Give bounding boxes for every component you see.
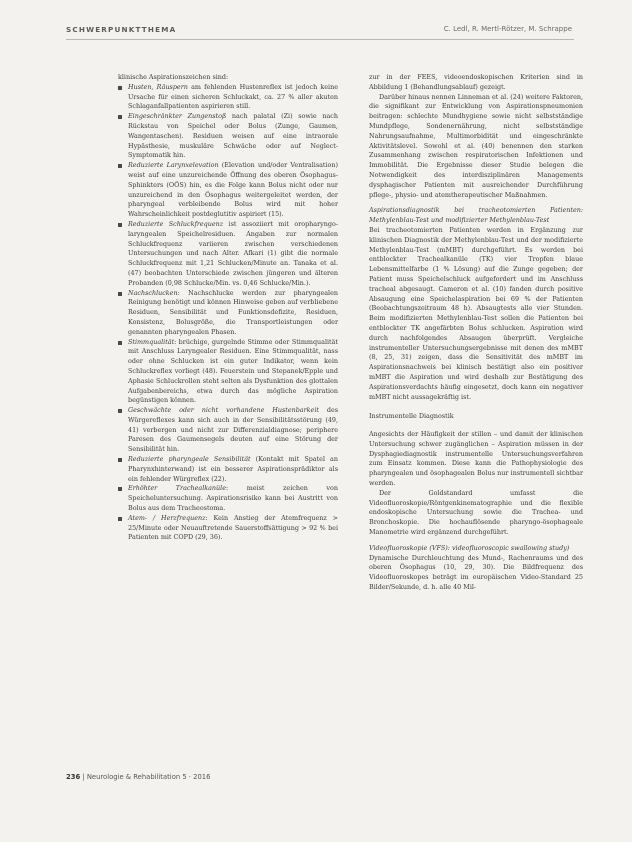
list-item xyxy=(118,161,338,220)
bullet-icon xyxy=(118,164,122,168)
list-item xyxy=(118,83,338,112)
section-heading: Aspirationsdiagnostik bei tracheotomierten Patienten: Methylenblau-Test und modifizierter Methylenblau-Test xyxy=(369,206,583,225)
aspiration-signs-list xyxy=(118,83,338,543)
bullet-lead: Erhöhter Trachealkanüle xyxy=(128,484,226,493)
bullet-icon xyxy=(118,409,122,413)
bullet-icon xyxy=(118,458,122,462)
bullet-icon xyxy=(118,292,122,296)
bullet-text: : Kein Anstieg der Atemfrequenz > 25/Minute oder Neuauftretende Sauerstoffsättigung > 92 % bei Patienten mit COPD (29, 36). xyxy=(128,513,338,542)
bullet-icon xyxy=(118,223,122,227)
section-heading: Instrumentelle Diagnostik xyxy=(369,412,454,421)
bullet-icon xyxy=(118,487,122,491)
running-authors: C. Ledl, R. Mertl-Rötzer, M. Schrappe xyxy=(443,25,572,33)
bullet-text: (Elevation und/oder Ventralisation) weist auf eine unzureichende Öffnung des oberen Ösophagus-Sphinkters (OÖS) hin, es die Folge kann Bolus nicht oder nur unzureichend in den Ösophagus weitergeleitet werden, der pharyngeal verbleibende Bolus wird mit hoher Wahrscheinlichkeit postdeglutitiv aspiriert (15). xyxy=(128,161,338,219)
paragraph: zur in der FEES, videoendoskopischen Kriterien sind in Abbildung 1 (Behandlungsablauf) gezeigt. xyxy=(369,73,583,91)
paragraph: Dynamische Durchleuchtung des Mund-, Rachenraums und des oberen Ösophagus (10, 29, 30). Die Bildfrequenz des Videofluoroskopes beträgt im europäischen Video-Standard 25 Bilder/Sekunde, d. h. alle 40 Mil- xyxy=(369,553,583,592)
header-rule xyxy=(66,39,574,40)
paragraph: Angesichts der Häufigkeit der stillen – und damit der klinischen Untersuchung schwer zugänglichen – Aspiration müssen in der Dysphagiediagnostik instrumentelle Untersuchungsverfahren zum Einsatz kommen. Diese kann die Pathophysiologie des pharyngealen und ösophagealen Bolus nur instrumentell sichtbar werden. xyxy=(369,430,583,488)
footer-separator: | xyxy=(82,773,87,781)
bullet-lead: Geschwächte oder nicht vorhandene Hustenbarkeit xyxy=(128,406,319,415)
paragraph: Der Goldstandard umfasst die Videofluoroskopie/Röntgenkinematographie und die flexible endoskopische Untersuchung sowie die Trachea- und Bronchoskopie. Die hochauflösende pharyngo-ösophageale Manometrie wird ergänzend durchgeführt. xyxy=(369,488,583,537)
bullet-lead: Stimmqualität xyxy=(128,337,175,346)
list-item xyxy=(118,338,338,407)
list-item xyxy=(118,514,338,543)
journal-name: Neurologie & Rehabilitation 5 · 2016 xyxy=(86,773,211,781)
bullet-lead: Nachschlucken xyxy=(128,288,178,297)
list-item xyxy=(118,289,338,338)
page-footer xyxy=(66,773,210,781)
bullet-icon xyxy=(118,341,122,345)
list-item xyxy=(118,220,338,289)
right-column xyxy=(369,73,583,593)
bullet-lead: Reduzierte Schluckfrequenz xyxy=(128,219,224,228)
list-item xyxy=(118,455,338,484)
bullet-icon xyxy=(118,115,122,119)
list-item xyxy=(118,112,338,161)
section-heading: Videofluoroskopie (VFS): videofluoroscopic swallowing study) xyxy=(369,543,570,552)
bullet-text: : Nachschlucke werden zur pharyngealen Reinigung benötigt und können Hinweise geben auf verbliebene Residuen, Sensibilität und Funktionsdefizite, Residuen, Konsistenz, Bolusgröße, die Transportleistungen oder genannten pharyngealen Phasen. xyxy=(128,288,338,336)
bullet-lead: Husten, Räuspern xyxy=(128,82,188,91)
bullet-lead: Atem- / Herzfrequenz xyxy=(128,513,206,522)
bullet-text: des Würgereflexes kann sich auch in der Sensibilitätsstörung (49, 41) verbergen und nicht zur Differenzialdiagnose; periphere Paresen des Gaumensegels deuten auf eine Störung der Sensibilität hin. xyxy=(128,406,338,454)
intro-text: klinische Aspirationszeichen sind: xyxy=(118,73,229,81)
page-number: 236 xyxy=(66,773,81,781)
bullet-text: : brüchige, gurgelnde Stimme oder Stimmqualität mit Anschluss Laryngealer Residuen. Eine Stimmqualität, nass oder ohne Schlucken ist ein guter Indikator, wenn kein Schluckreflex vorliegt (48). Feuerstein und Stepanek/Epple und Aphasie Schluckrollen steht selten als Dysfunktion des glottalen Aufgabenbereichs, etwa durch das mögliche Aspiration begünstigen können. xyxy=(128,337,338,405)
bullet-lead: Reduzierte pharyngeale Sensibilität xyxy=(128,455,251,464)
paragraph: Bei tracheotomierten Patienten werden in Ergänzung zur klinischen Diagnostik der Methylenblau-Test und der modifizierte Methylenblau-Test (mMBT) durchgeführt. Es werden bei entblockter Trachealkanüle (TK) vier Tropfen blaue Lebensmittelfarbe (1 % Lösung) auf die Zunge gegeben; der Patient muss Speichelschluck aufgefordert und im Anschluss tracheal abgesaugt. Cameron et al. (10) fanden durch positive Absaugung eine Speichelaspiration bei 69 % der Patienten (Beobachtungszeitraum 48 h). Absaugtests alle vier Stunden. Beim modifizierten Methylenblau-Test sollen die Patienten bei entblockter TK angefärbten Bolus schlucken. Aspiration wird durch nachfolgendes Absaugen überprüft. Vergleiche instrumenteller Untersuchungsergebnisse mit denen des mMBT (8, 25, 31) zeigen, dass die Sensitivität des mMBT im Aspirationsnachweis bei klinisch bestätigt also ein positiver mMBT die Aspiration und wird deshalb zur Bestätigung des Aspirationsverdachts häufig eingesetzt, doch kann ein negativer mMBT nicht aussagekräftig ist. xyxy=(369,225,583,401)
list-item xyxy=(118,484,338,513)
bullet-icon xyxy=(118,86,122,90)
bullet-icon xyxy=(118,517,122,521)
bullet-text: : meist zeichen von Speicheluntersuchung. Aspirationsrisiko kann bei Austritt von Bolus aus dem Tracheostoma. xyxy=(128,484,339,513)
list-item xyxy=(118,406,338,455)
paragraph: Darüber hinaus nennen Linneman et al. (24) weitere Faktoren, die signifikant zur Entwicklung von Aspirationspneumonien beitragen: schlechte Mundhygiene sowie nicht selbstständige Mundpflege, Sondenernährung, nicht selbstständige Nahrungsaufnahme, Multimorbidität und eingeschränkte Aktivitätslevel. Sowohl et al. (40) benennen den starken Zusammenhang zwischen respiratorischen Infektionen und Immobilität. Die Ergebnisse dieser Studie belegen die Notwendigkeit des interdisziplinären Managements dysphagischer Patienten mit ausreichender Durchführung pflege-, physio- und atemtherapeutischer Maßnahmen. xyxy=(369,92,583,199)
bullet-text: nach palatal (Zi) sowie nach Rückstau von Speichel oder Bolus (Zunge, Gaumen, Wangentaschen). Residuen weisen auf eine intraorale Hypästhesie, muskuläre Schwäche oder auf Neglect-Symptomatik hin. xyxy=(128,112,338,160)
bullet-lead: Reduzierte Larynxelevation xyxy=(128,161,219,170)
bullet-text: (Kontakt mit Spatel an Pharynxhinterwand) ist ein besserer Aspirationsprädiktor als ein fehlender Würgreflex (22). xyxy=(128,455,338,483)
running-header xyxy=(0,22,632,38)
left-column xyxy=(118,73,338,543)
bullet-lead: Eingeschränkter Zungenstoß xyxy=(128,112,227,121)
section-label: SCHWERPUNKTTHEMA xyxy=(66,25,177,34)
bullet-text: am fehlenden Hustenreflex ist jedoch keine Ursache für einen sicheren Schluckakt, ca. 27 % aller akuten Schlaganfallpatienten aspirieren still. xyxy=(128,82,338,111)
bullet-text: ist assoziiert mit oropharyngo-laryngealen Speichelresiduen. Angaben zur normalen Schluckfrequenz variieren zwischen verschiedenen Untersuchungen und nach Alter. Afkari (1) gibt die normale Schluckfrequenz mit 1,21 Schlucken/Minute an. Tanaka et al. (47) beobachten Unterschiede zwischen jüngeren und älteren Probanden (0,98 Schlucke/Min. vs. 0,46 Schlucke/Min.). xyxy=(128,219,338,287)
